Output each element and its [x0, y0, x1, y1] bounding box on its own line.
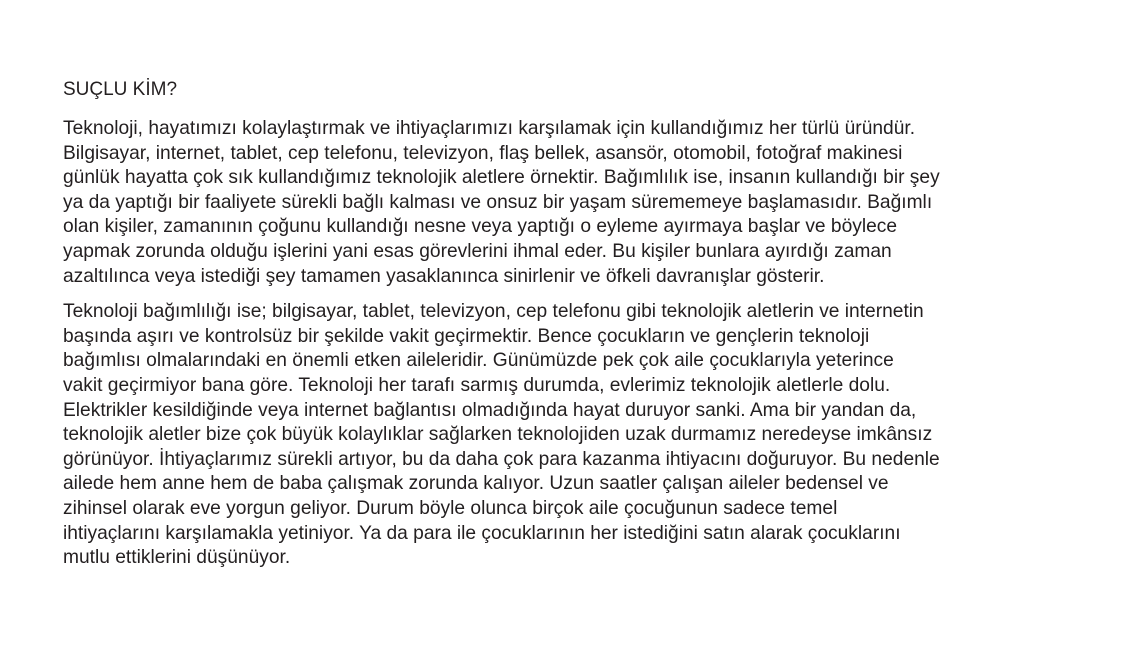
document-title: SUÇLU KİM?	[63, 79, 178, 100]
paragraph-line: zihinsel olarak eve yorgun geliyor. Durum böyle olunca birçok aile çocuğunun sadece temel	[63, 497, 838, 519]
paragraph-line: başında aşırı ve kontrolsüz bir şekilde vakit geçirmektir. Bence çocukların ve gençlerin teknoloji	[63, 325, 870, 347]
paragraph-line: Teknoloji, hayatımızı kolaylaştırmak ve ihtiyaçlarımızı karşılamak için kullandığımız her türlü üründür.	[63, 118, 916, 139]
paragraph-line: mutlu ettiklerini düşünüyor.	[63, 547, 291, 569]
paragraph-1	[63, 117, 1093, 289]
paragraph-line: yapmak zorunda olduğu işlerini yani esas görevlerini ihmal eder. Bu kişiler bunlara ayırdığı zaman	[63, 240, 892, 262]
paragraph-line: azaltılınca veya istediği şey tamamen yasaklanınca sinirlenir ve öfkeli davranışlar gösterir.	[63, 265, 825, 287]
paragraph-line: ihtiyaçlarını karşılamakla yetiniyor. Ya da para ile çocuklarının her istediğini satın alarak çocuklarını	[63, 522, 901, 544]
paragraph-line: bağımlısı olmalarındaki en önemli etken aileleridir. Günümüzde pek çok aile çocuklarıyla yeterince	[63, 350, 894, 372]
paragraph-line: ya da yaptığı bir faaliyete sürekli bağlı kalması ve onsuz bir yaşam sürememeye başlamasıdır. Bağımlı	[63, 191, 933, 213]
paragraph-line: Teknoloji bağımlılığı ise; bilgisayar, tablet, televizyon, cep telefonu gibi teknolojik aletlerin ve internetin	[63, 301, 924, 323]
paragraph-line: görünüyor. İhtiyaçlarımız sürekli artıyor, bu da daha çok para kazanma ihtiyacını doğuruyor. Bu nedenle	[63, 448, 940, 470]
paragraph-line: olan kişiler, zamanının çoğunu kullandığı nesne veya yaptığı o eyleme ayırmaya başlar ve böylece	[63, 216, 898, 238]
paragraph-line: teknolojik aletler bize çok büyük kolaylıklar sağlarken teknolojiden uzak durmamız neredeyse imkânsız	[63, 424, 933, 446]
paragraph-line: günlük hayatta çok sık kullandığımız teknolojik aletlere örnektir. Bağımlılık ise, insanın kullandığı bir şey	[63, 167, 940, 189]
paragraph-line: Bilgisayar, internet, tablet, cep telefonu, televizyon, flaş bellek, asansör, otomobil, fotoğraf makinesi	[63, 142, 903, 164]
paragraph-line: vakit geçirmiyor bana göre. Teknoloji her tarafı sarmış durumda, evlerimiz teknolojik aletlerle dolu.	[63, 374, 891, 396]
paragraph-2	[63, 300, 1093, 571]
paragraph-line: Elektrikler kesildiğinde veya internet bağlantısı olmadığında hayat duruyor sanki. Ama bir yandan da,	[63, 399, 917, 421]
paragraph-line: ailede hem anne hem de baba çalışmak zorunda kalıyor. Uzun saatler çalışan aileler bedensel ve	[63, 473, 889, 495]
document-body	[63, 78, 1093, 571]
